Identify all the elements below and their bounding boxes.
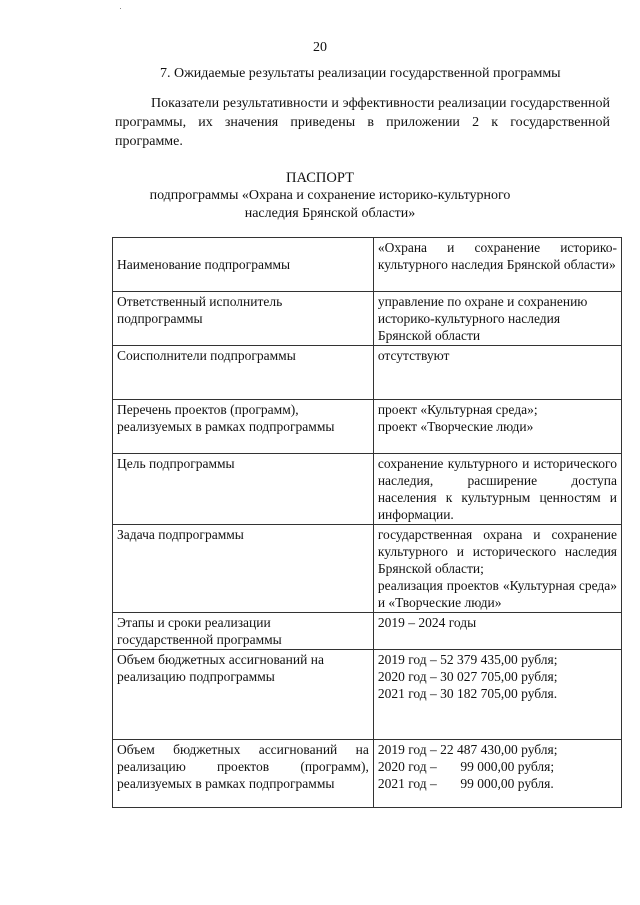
row-label: Объем бюджетных ассигнований на реализацию подпрограммы bbox=[113, 650, 374, 740]
table-row bbox=[113, 238, 622, 292]
table-row bbox=[113, 400, 622, 454]
row-label: Цель подпрограммы bbox=[113, 454, 374, 525]
row-value: государственная охрана и сохранение культурного и исторического наследия Брянской области; реализация проектов «Культурная среда» и «Творческие люди» bbox=[373, 525, 621, 613]
row-label: Наименование подпрограммы bbox=[113, 238, 374, 292]
row-label: Соисполнители подпрограммы bbox=[113, 346, 374, 400]
table-row bbox=[113, 650, 622, 740]
section-heading: 7. Ожидаемые результаты реализации государственной программы bbox=[160, 66, 561, 81]
row-value: «Охрана и сохранение историко-культурного наследия Брянской области» bbox=[373, 238, 621, 292]
row-value: 2019 год – 52 379 435,00 рубля; 2020 год – 30 027 705,00 рубля; 2021 год – 30 182 705,00 рубля. bbox=[373, 650, 621, 740]
passport-subtitle: подпрограммы «Охрана и сохранение историко-культурного наследия Брянской области» bbox=[149, 188, 511, 221]
table-row bbox=[113, 346, 622, 400]
row-value: 2019 – 2024 годы bbox=[373, 613, 621, 650]
row-value: управление по охране и сохранению историко-культурного наследия Брянской области bbox=[373, 292, 621, 346]
passport-table bbox=[112, 237, 622, 808]
table-row bbox=[113, 740, 622, 808]
passport-title: ПАСПОРТ bbox=[286, 170, 354, 186]
row-label: Этапы и сроки реализации государственной программы bbox=[113, 613, 374, 650]
row-value: 2019 год – 22 487 430,00 рубля; 2020 год – 99 000,00 рубля; 2021 год – 99 000,00 рубля. bbox=[373, 740, 621, 808]
row-label: Ответственный исполнитель подпрограммы bbox=[113, 292, 374, 346]
row-label: Задача подпрограммы bbox=[113, 525, 374, 613]
table-row bbox=[113, 454, 622, 525]
table-row bbox=[113, 525, 622, 613]
scan-speck bbox=[120, 8, 121, 9]
table-row bbox=[113, 613, 622, 650]
row-value: отсутствуют bbox=[373, 346, 621, 400]
row-label: Объем бюджетных ассигнований на реализацию проектов (программ), реализуемых в рамках подпрограммы bbox=[113, 740, 374, 808]
row-label: Перечень проектов (программ), реализуемых в рамках подпрограммы bbox=[113, 400, 374, 454]
row-value: сохранение культурного и исторического наследия, расширение доступа населения к культурным ценностям и информации. bbox=[373, 454, 621, 525]
page-number: 20 bbox=[313, 40, 327, 55]
row-value: проект «Культурная среда»; проект «Творческие люди» bbox=[373, 400, 621, 454]
intro-paragraph: Показатели результативности и эффективности реализации государственной программы, их значения приведены в приложении 2 к государственной программе. bbox=[115, 96, 610, 149]
table-row bbox=[113, 292, 622, 346]
